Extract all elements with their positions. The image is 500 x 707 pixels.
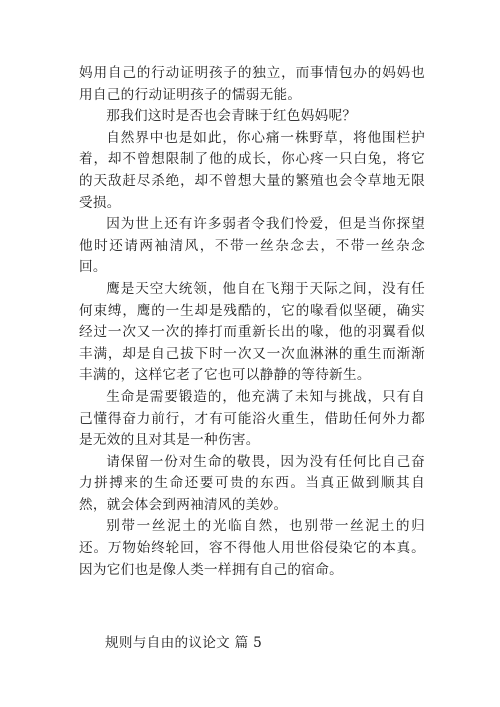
paragraph: 因为世上还有许多弱者令我们怜爱，但是当你探望他时还请两袖清风，不带一丝杂念去，不带一丝杂念回。 (79, 216, 425, 276)
paragraph: 别带一丝泥土的光临自然，也别带一丝泥土的归还。万物始终轮回，容不得他人用世俗侵染它的本真。因为它们也是像人类一样拥有自己的宿命。 (79, 518, 425, 578)
paragraph: 请保留一份对生命的敬畏，因为没有任何比自己奋力拼搏来的生命还要可贵的东西。当真正做到顺其自然，就会体会到两袖清风的美妙。 (79, 453, 425, 513)
paragraph: 鹰是天空大统领，他自在飞翔于天际之间，没有任何束缚，鹰的一生却是残酷的，它的喙看似坚硬，确实经过一次又一次的捧打而重新长出的喙，他的羽翼看似丰满，却是自己拔下时一次又一次血淋淋的重生而渐渐丰满的，这样它老了它也可以静静的等待新生。 (79, 280, 425, 384)
essay-body (79, 63, 425, 581)
paragraph: 生命是需要锻造的，他充满了未知与挑战，只有自己懂得奋力前行，才有可能浴火重生，借助任何外力都是无效的且对其是一种伤害。 (79, 388, 425, 449)
section-heading: 规则与自由的议论文 篇 5 (105, 635, 263, 651)
paragraph: 那我们这时是否也会青睐于红色妈妈呢？ (106, 108, 357, 125)
paragraph: 自然界中也是如此，你心痛一株野草，将他围栏护着，却不曾想限制了他的成长，你心疼一只白兔，将它的天敌赶尽杀绝，却不曾想大量的繁殖也会令草地无限受损。 (79, 129, 425, 211)
paragraph: 妈用自己的行动证明孩子的独立，而事情包办的妈妈也用自己的行动证明孩子的懦弱无能。 (79, 65, 425, 103)
